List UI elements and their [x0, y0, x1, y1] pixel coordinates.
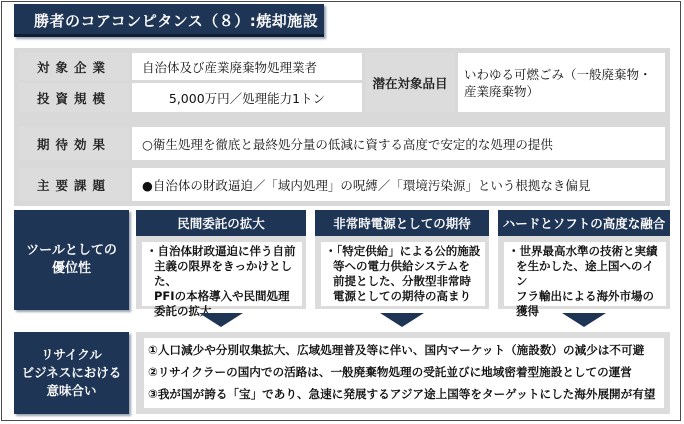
potential-items-label: 潜在対象品目: [365, 53, 455, 112]
col3-line1: ・世界最高水準の技術と実績: [508, 244, 658, 258]
col2-line1: ・「特定供給」による公的施設: [325, 244, 481, 258]
down-arrow-icon: [562, 313, 606, 327]
col1-line3: PFIの本格導入や民間処理: [154, 289, 290, 303]
advantage-label-line1: ツールとしての: [26, 243, 117, 258]
summary-table: [14, 48, 670, 206]
column-body-hard-soft-fusion: [498, 236, 670, 318]
main-issues-label: 主要課題: [19, 168, 129, 201]
investment-label: 投資規模: [19, 83, 129, 112]
col2-line4: 電源としての期待の高まり: [333, 289, 471, 303]
meaning-line-2: ②リサイクラーの国内での活路は、一般廃棄物処理の受託並びに地域密着型施設としての運営: [148, 365, 632, 379]
column-head-hard-soft-fusion: ハードとソフトの高度な融合: [498, 210, 670, 236]
potential-items-value: [458, 53, 665, 112]
column-head-emergency-power: 非常時電源としての期待: [315, 210, 489, 236]
target-company-label: 対象企業: [19, 53, 129, 80]
col3-line2: を生かした、途上国へのイン: [516, 259, 654, 288]
meaning-line-3: ③我が国が誇る「宝」であり、急速に発展するアジア途上国等をターゲットにした海外展開が有望: [148, 387, 656, 401]
down-arrow-icon: [380, 313, 424, 327]
advantage-label: [14, 210, 129, 310]
col2-line2: 等への電力供給システムを: [333, 259, 470, 273]
col2-line3: 前提とした、分散型非常時: [333, 274, 471, 288]
meaning-line-1: ①人口減少や分別収集拡大、広域処理普及等に伴い、国内マーケット（施設数）の減少は不可避: [148, 343, 645, 357]
main-issues-value: ●自治体の財政逼迫／「域内処理」の呪縛／「環境汚染源」という根拠なき偏見: [132, 168, 665, 201]
col1-line2: 主義の限界をきっかけとした、: [154, 259, 292, 288]
recycle-label-line1: リサイクル: [41, 347, 102, 362]
down-arrow-icon: [199, 313, 243, 327]
col3-line3: フラ輸出による海外市場の: [516, 289, 654, 303]
advantage-label-line2: 優位性: [51, 261, 91, 276]
recycle-label-line3: 意味合い: [46, 383, 97, 398]
potential-items-line1: いわゆる可燃ごみ（一般廃棄物・: [464, 66, 652, 82]
recycle-meaning-box: [136, 332, 670, 414]
investment-value: 5,000万円／処理能力1トン: [132, 83, 362, 112]
col1-line4: 委託の拡大: [154, 304, 212, 318]
column-head-private-outsourcing: 民間委託の拡大: [136, 210, 306, 236]
potential-items-line2: 産業廃棄物）: [464, 83, 540, 99]
target-company-value: 自治体及び産業廃棄物処理業者: [132, 53, 362, 80]
column-body-private-outsourcing: [136, 236, 306, 318]
expected-effect-value: ○衛生処理を徹底と最終処分量の低減に資する高度で安定的な処理の提供: [132, 127, 665, 160]
column-body-emergency-power: [315, 236, 489, 309]
recycle-label-line2: ビジネスにおける: [21, 365, 122, 380]
page-title: 勝者のコアコンピタンス（８）:焼却施設: [34, 12, 319, 30]
col3-line4: 獲得: [516, 304, 539, 318]
title-banner: [14, 4, 324, 37]
col1-line1: ・自治体財政逼迫に伴う自前: [146, 244, 296, 258]
expected-effect-label: 期待効果: [19, 127, 129, 160]
recycle-meaning-label: [14, 332, 129, 414]
